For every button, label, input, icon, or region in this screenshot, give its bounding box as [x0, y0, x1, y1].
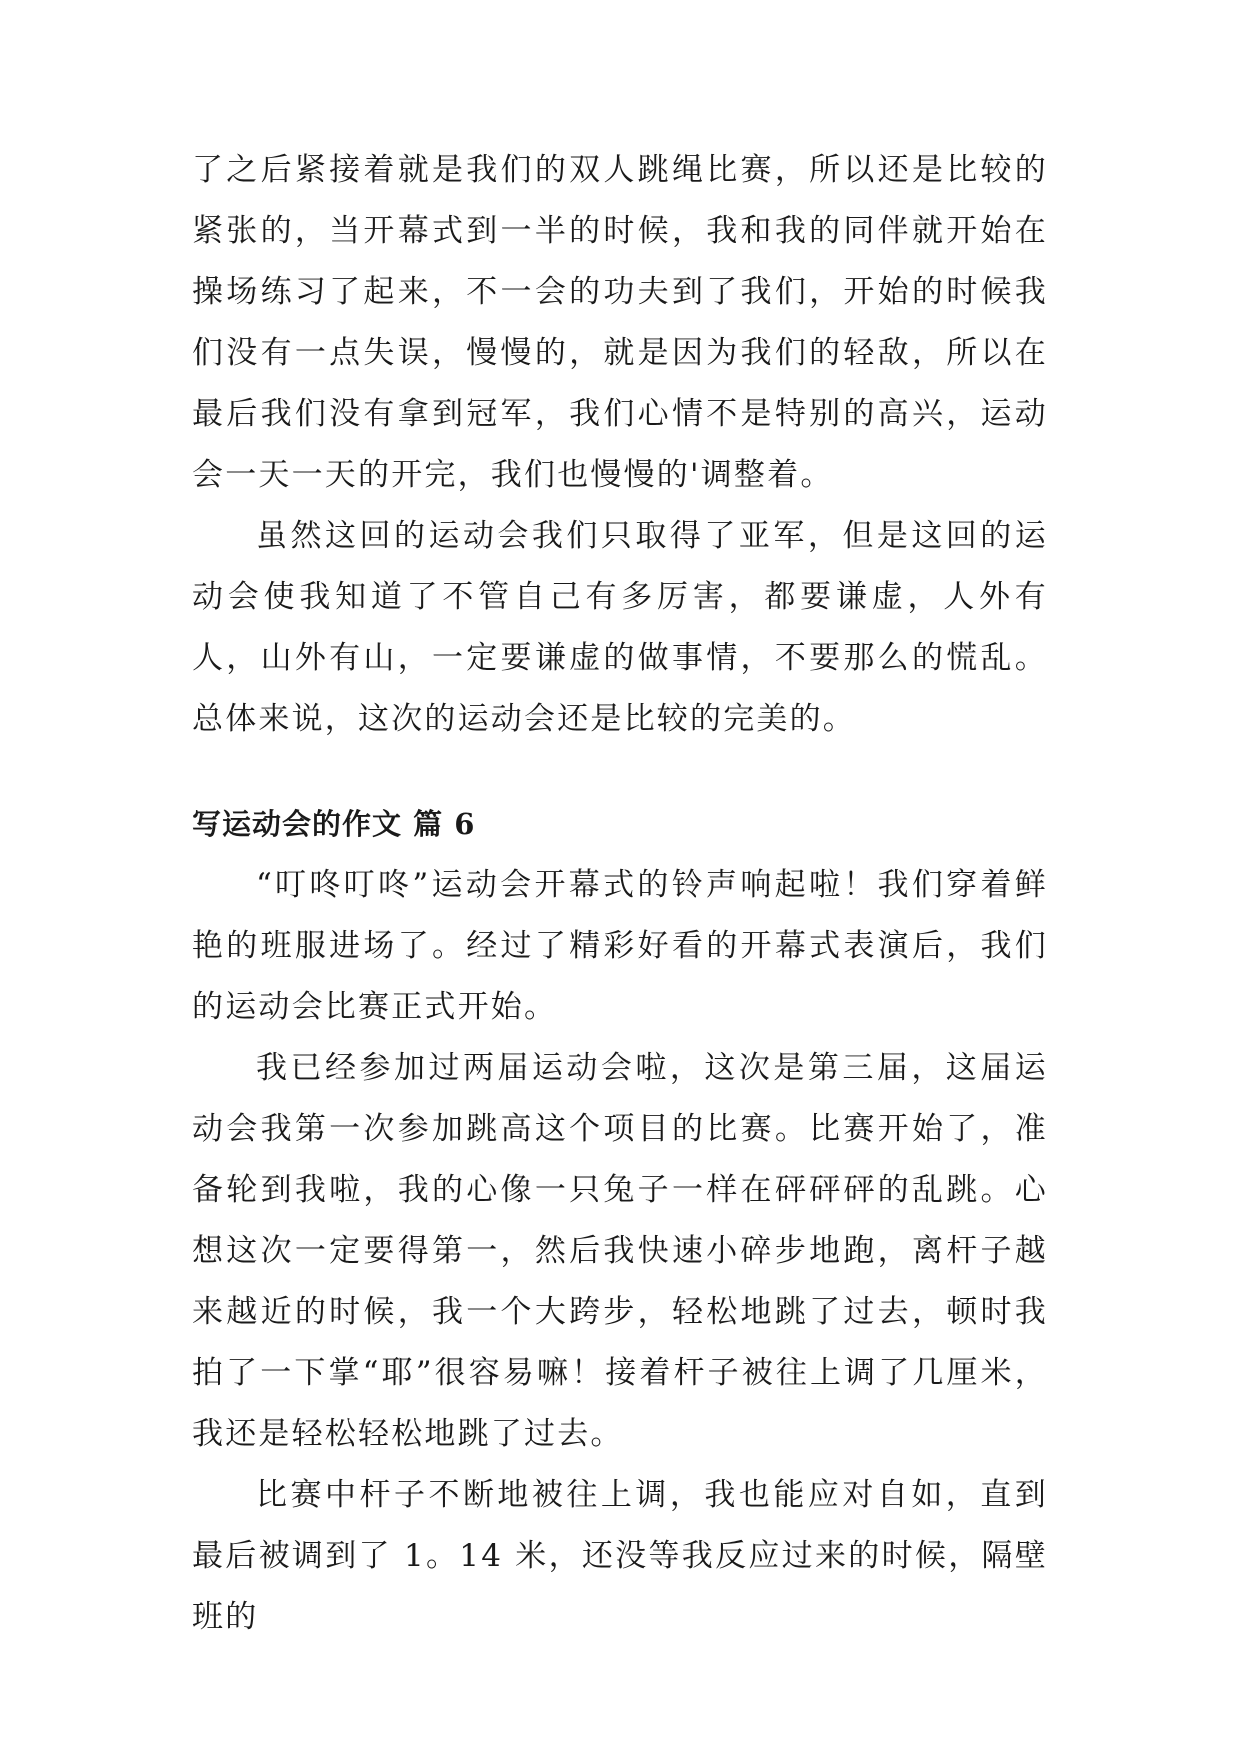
- document-page: [192, 140, 1048, 1648]
- paragraph: “叮咚叮咚”运动会开幕式的铃声响起啦！我们穿着鲜艳的班服进场了。经过了精彩好看的开幕式表演后，我们的运动会比赛正式开始。: [192, 867, 1048, 1025]
- paragraph-continued: 了之后紧接着就是我们的双人跳绳比赛，所以还是比较的紧张的，当开幕式到一半的时候，我和我的同伴就开始在操场练习了起来，不一会的功夫到了我们，开始的时候我们没有一点失误，慢慢的，就是因为我们的轻敌，所以在最后我们没有拿到冠军，我们心情不是特别的高兴，运动会一天一天的开完，我们也慢慢的'调整着。: [192, 152, 1048, 493]
- paragraph: 虽然这回的运动会我们只取得了亚军，但是这回的运动会使我知道了不管自己有多厉害，都要谦虚，人外有人，山外有山，一定要谦虚的做事情，不要那么的慌乱。总体来说，这次的运动会还是比较的完美的。: [192, 518, 1048, 737]
- paragraph: 我已经参加过两届运动会啦，这次是第三届，这届运动会我第一次参加跳高这个项目的比赛。比赛开始了，准备轮到我啦，我的心像一只兔子一样在砰砰砰的乱跳。心想这次一定要得第一，然后我快速小碎步地跑，离杆子越来越近的时候，我一个大跨步，轻松地跳了过去，顿时我拍了一下掌“耶”很容易嘛！接着杆子被往上调了几厘米，我还是轻松轻松地跳了过去。: [192, 1050, 1048, 1452]
- paragraph: 比赛中杆子不断地被往上调，我也能应对自如，直到最后被调到了 1。14 米，还没等我反应过来的时候，隔壁班的: [192, 1477, 1048, 1635]
- section-title: 写运动会的作文 篇 6: [192, 807, 476, 841]
